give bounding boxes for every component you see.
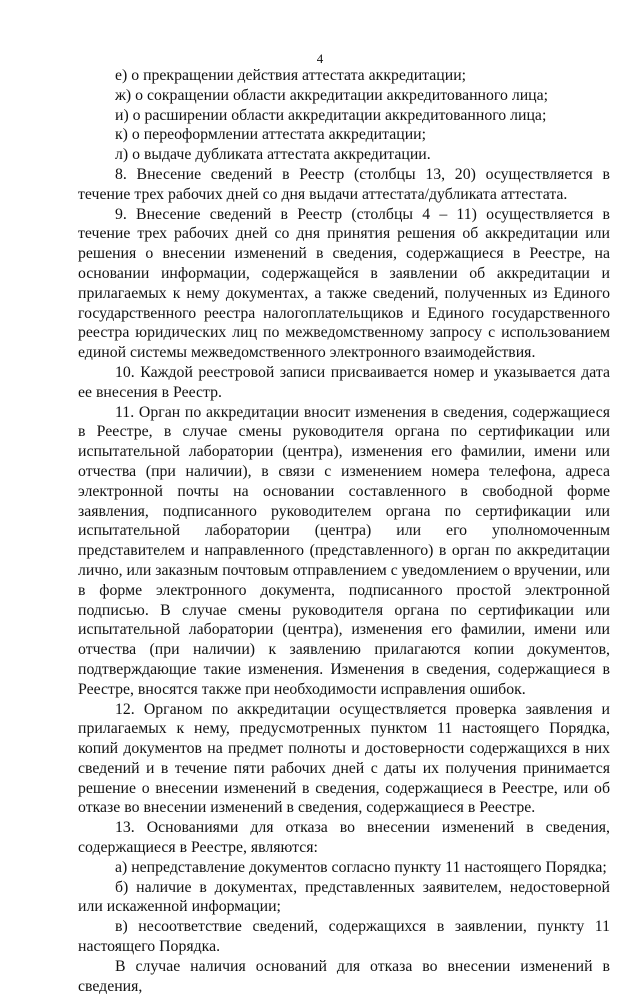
list-item-b: б) наличие в документах, представленных заявителем, недостоверной или искаженной информации; — [78, 878, 610, 916]
paragraph-12: 12. Органом по аккредитации осуществляется проверка заявления и прилагаемых к нему, предусмотренных пунктом 11 настоящего Порядка, копий документов на предмет полноты и достоверности содержащихся в них сведений и в течение пяти рабочих дней с даты их получения принимается решение о внесении изменений в сведения, содержащиеся в Реестре, или об отказе во внесении изменений в сведения, содержащиеся в Реестре. — [78, 700, 610, 817]
list-item-e: е) о прекращении действия аттестата аккредитации; — [115, 67, 467, 84]
paragraph-continued: В случае наличия оснований для отказа во внесении изменений в сведения, — [78, 957, 610, 995]
list-item-a: а) непредставление документов согласно пункту 11 настоящего Порядка; — [115, 858, 607, 876]
list-item-zh: ж) о сокращении области аккредитации аккредитованного лица; — [115, 86, 549, 104]
paragraph-11: 11. Орган по аккредитации вносит изменения в сведения, содержащиеся в Реестре, в случае смены руководителя органа по сертификации или испытательной лаборатории (центра), изменения его фамилии, имени или отчества (при наличии), в связи с изменением номера телефона, адреса электронной почты на основании составленного в свободной форме заявления, подписанного руководителем органа по сертификации или испытательной лаборатории (центра) или его уполномоченным представителем и направленного (представленного) в орган по аккредитации лично, или заказным почтовым отправлением с уведомлением о вручении, или в форме электронного документа, подписанного простой электронной подписью. В случае смены руководителя органа по сертификации или испытательной лаборатории (центра), изменения его фамилии, имени или отчества (при наличии) к заявлению прилагаются копии документов, подтверждающие такие изменения. Изменения в сведения, содержащиеся в Реестре, вносятся также при необходимости исправления ошибок. — [78, 403, 611, 698]
paragraph-9: 9. Внесение сведений в Реестр (столбцы 4 – 11) осуществляется в течение трех рабочих дней со дня принятия решения об аккредитации или решения о внесении изменений в сведения, содержащиеся в Реестре, на основании информации, содержащейся в заявлении об аккредитации и прилагаемых к нему документах, а также сведений, полученных из Единого государственного реестра налогоплательщиков и Единого государственного реестра юридических лиц по межведомственному запросу с использованием единой системы межведомственного электронного взаимодействия. — [78, 205, 610, 362]
paragraph-10: 10. Каждой реестровой записи присваивается номер и указывается дата ее внесения в Реестр. — [78, 363, 610, 401]
list-item-k: к) о переоформлении аттестата аккредитации; — [115, 126, 426, 144]
paragraph-8: 8. Внесение сведений в Реестр (столбцы 13, 20) осуществляется в течение трех рабочих дней со дня выдачи аттестата/дубликата аттестата. — [78, 165, 610, 203]
paragraph-13: 13. Основаниями для отказа во внесении изменений в сведения, содержащиеся в Реестре, являются: — [78, 819, 610, 857]
list-item-i: и) о расширении области аккредитации аккредитованного лица; — [115, 106, 547, 124]
page-number: 4 — [316, 51, 324, 66]
list-item-l: л) о выдаче дубликата аттестата аккредитации. — [115, 146, 431, 164]
list-item-v: в) несоответствие сведений, содержащихся в заявлении, пункту 11 настоящего Порядка. — [78, 918, 610, 956]
document-body — [78, 66, 610, 996]
